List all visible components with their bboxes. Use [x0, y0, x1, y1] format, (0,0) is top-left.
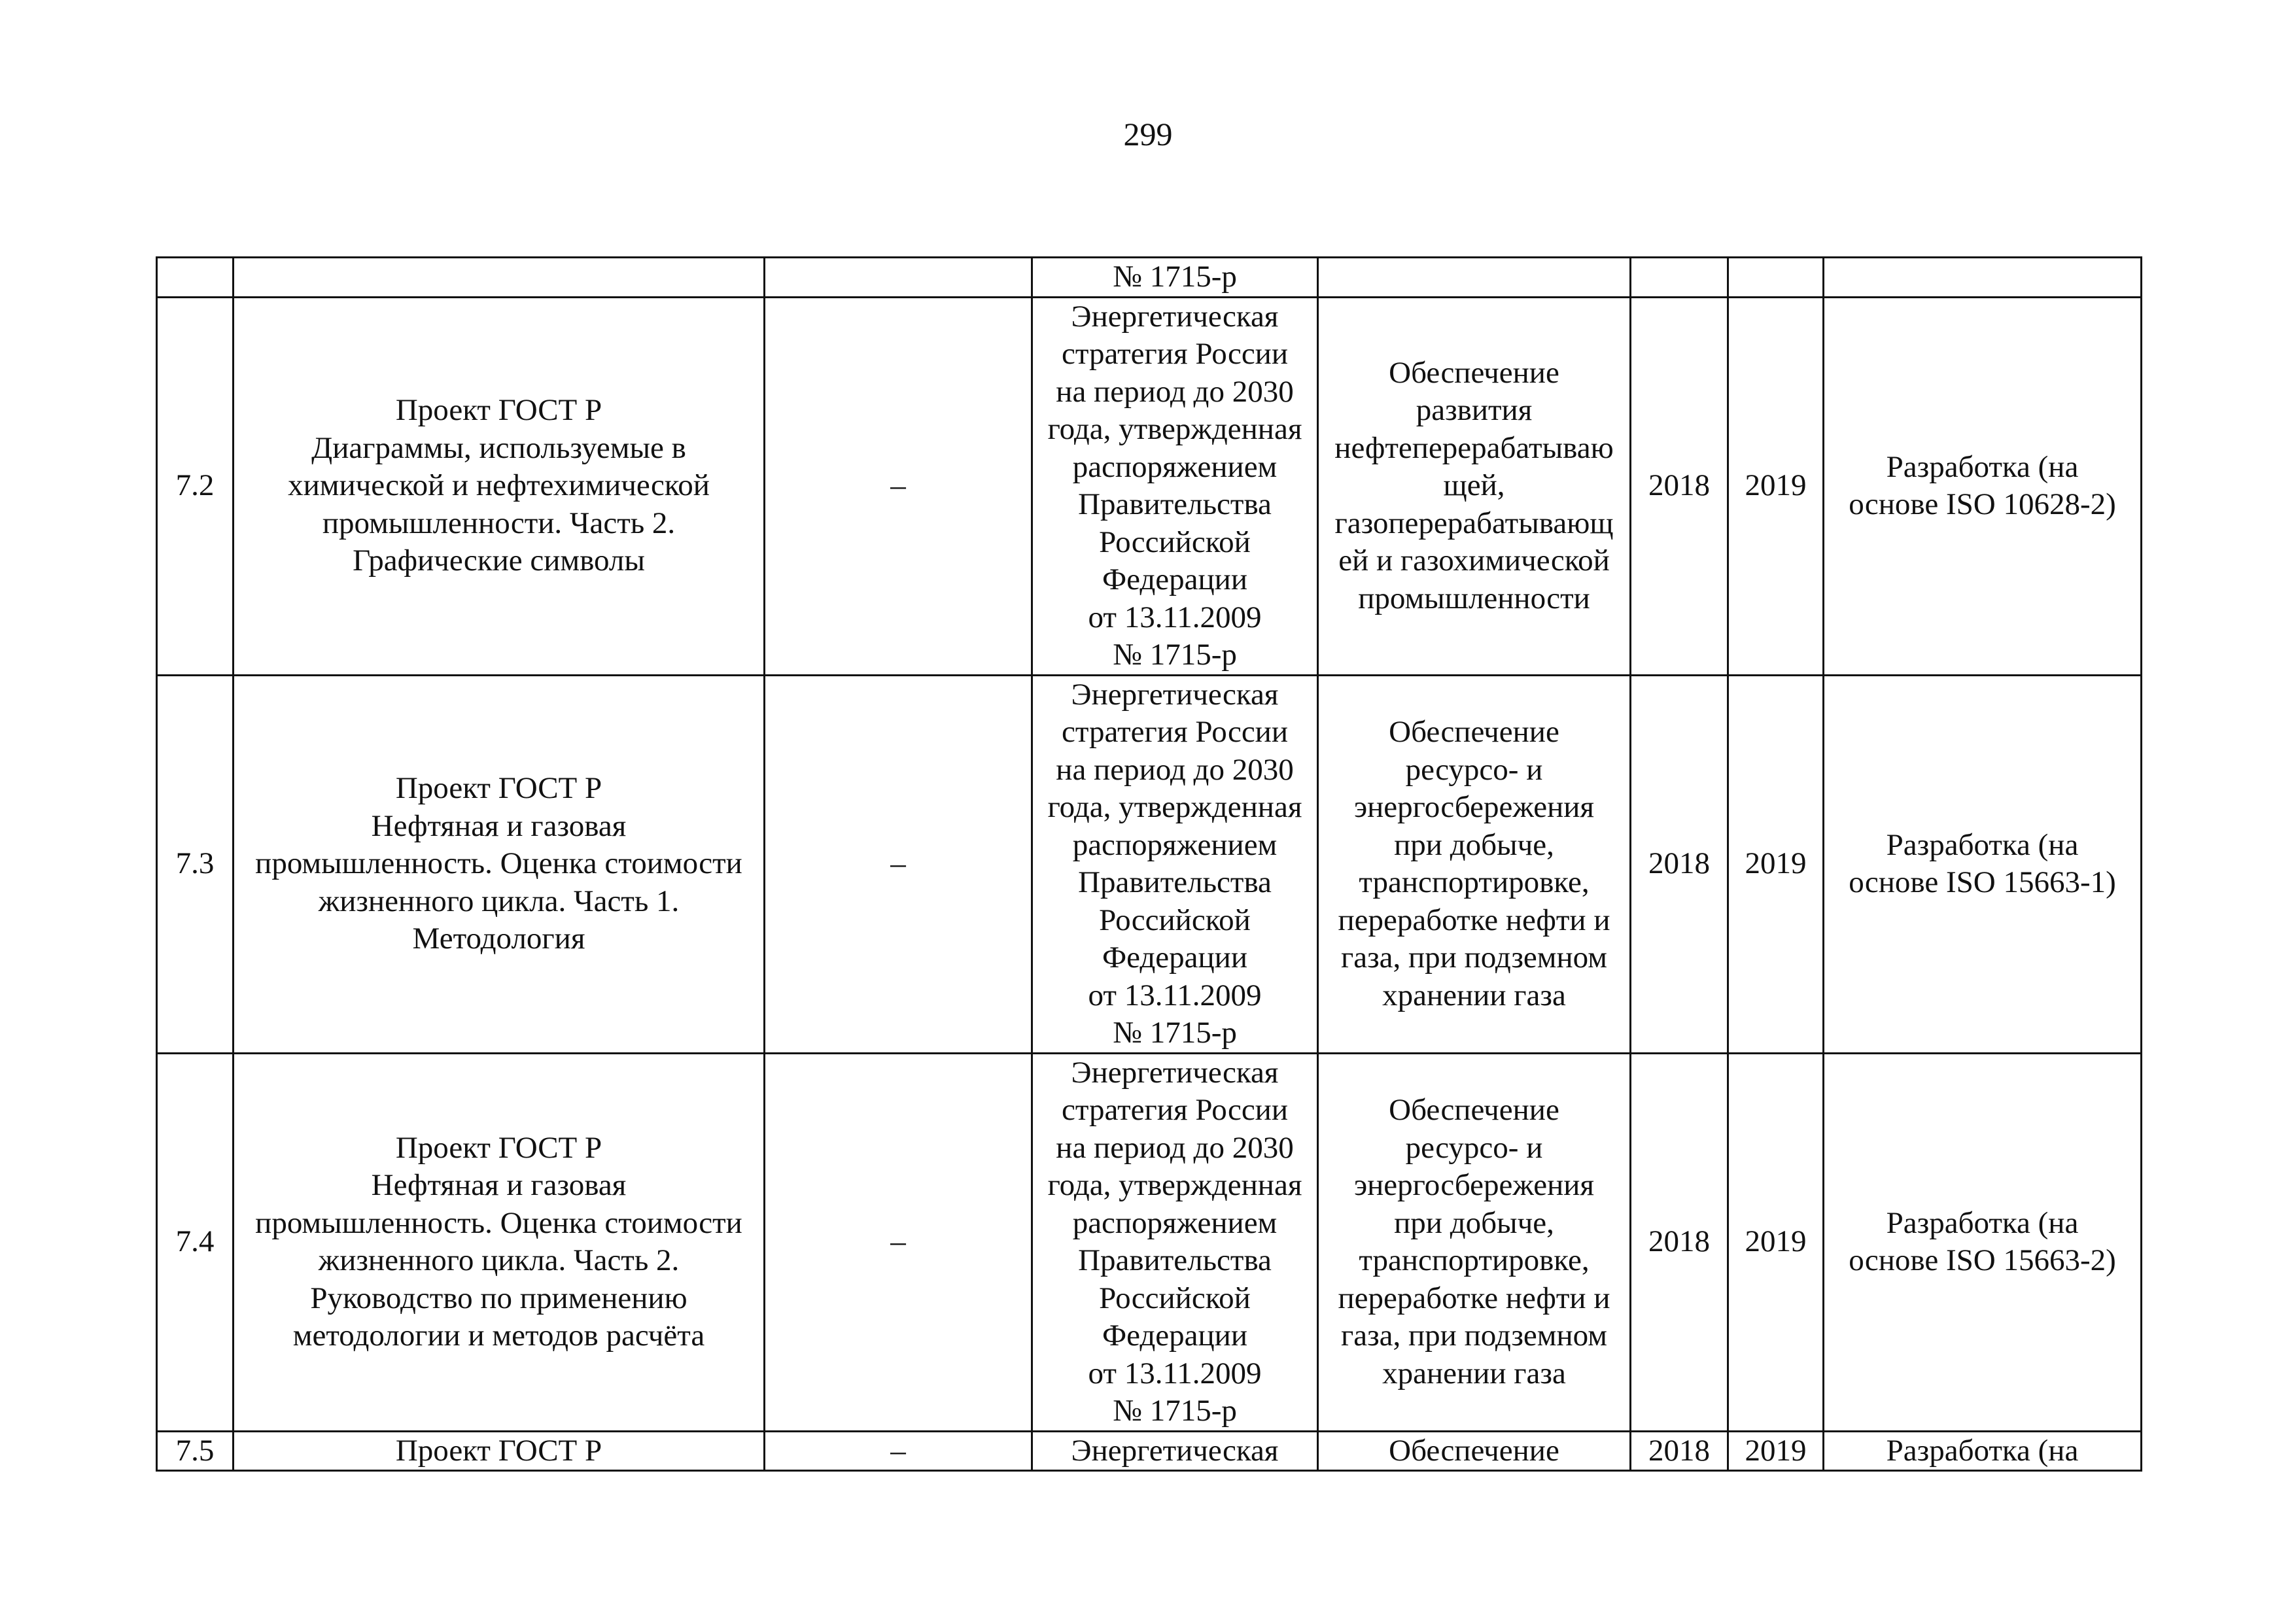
cell-basis: Энергетическая стратегия России на период до 2030 года, утвержденная распоряжением Правительства Российской Федерации от 13.11.2009 № 1715-р: [1032, 297, 1318, 675]
cell-goal: Обеспечение ресурсо- и энергосбережения при добыче, транспортировке, переработке нефти и газа, при подземном хранении газа: [1318, 675, 1631, 1053]
cell-start-year: 2018: [1631, 675, 1728, 1053]
cell-number: 7.4: [157, 1053, 234, 1431]
cell-basis: Энергетическая стратегия России на период до 2030 года, утвержденная распоряжением Правительства Российской Федерации от 13.11.2009 № 1715-р: [1032, 1053, 1318, 1431]
cell-start-year: 2018: [1631, 1053, 1728, 1431]
cell-number: 7.5: [157, 1431, 234, 1471]
table-row: [157, 675, 2142, 1053]
cell-note: Разработка (на основе ISO 15663-2): [1824, 1053, 2142, 1431]
table-row: [157, 258, 2142, 298]
cell-title: [234, 258, 765, 298]
cell-goal: [1318, 258, 1631, 298]
cell-title: Проект ГОСТ Р Диаграммы, используемые в химической и нефтехимической промышленности. Часть 2. Графические символы: [234, 297, 765, 675]
cell-title: Проект ГОСТ Р Нефтяная и газовая промышленность. Оценка стоимости жизненного цикла. Часть 1. Методология: [234, 675, 765, 1053]
cell-number: 7.2: [157, 297, 234, 675]
cell-number: [157, 258, 234, 298]
cell-end-year: 2019: [1728, 675, 1824, 1053]
cell-dash: [765, 258, 1032, 298]
cell-end-year: 2019: [1728, 1053, 1824, 1431]
cell-start-year: 2018: [1631, 1431, 1728, 1471]
cell-note: Разработка (на: [1824, 1431, 2142, 1471]
cell-dash: –: [765, 675, 1032, 1053]
cell-start-year: 2018: [1631, 297, 1728, 675]
cell-end-year: [1728, 258, 1824, 298]
cell-basis: Энергетическая: [1032, 1431, 1318, 1471]
cell-note: Разработка (на основе ISO 15663-1): [1824, 675, 2142, 1053]
cell-title: Проект ГОСТ Р: [234, 1431, 765, 1471]
cell-end-year: 2019: [1728, 297, 1824, 675]
table-row: [157, 1053, 2142, 1431]
cell-goal: Обеспечение ресурсо- и энергосбережения при добыче, транспортировке, переработке нефти и газа, при подземном хранении газа: [1318, 1053, 1631, 1431]
cell-start-year: [1631, 258, 1728, 298]
cell-end-year: 2019: [1728, 1431, 1824, 1471]
table-row: [157, 297, 2142, 675]
cell-basis: № 1715-р: [1032, 258, 1318, 298]
cell-title: Проект ГОСТ Р Нефтяная и газовая промышленность. Оценка стоимости жизненного цикла. Часть 2. Руководство по применению методологии и методов расчёта: [234, 1053, 765, 1431]
page-number: 299: [1123, 116, 1173, 152]
cell-goal: Обеспечение: [1318, 1431, 1631, 1471]
cell-goal: Обеспечение развития нефтеперерабатываю щей, газоперерабатывающ ей и газохимической промышленности: [1318, 297, 1631, 675]
cell-number: 7.3: [157, 675, 234, 1053]
cell-note: [1824, 258, 2142, 298]
table-row: [157, 1431, 2142, 1471]
cell-dash: –: [765, 1053, 1032, 1431]
cell-dash: –: [765, 1431, 1032, 1471]
cell-note: Разработка (на основе ISO 10628-2): [1824, 297, 2142, 675]
cell-basis: Энергетическая стратегия России на период до 2030 года, утвержденная распоряжением Правительства Российской Федерации от 13.11.2009 № 1715-р: [1032, 675, 1318, 1053]
standards-plan-table: [156, 256, 2142, 1472]
cell-dash: –: [765, 297, 1032, 675]
